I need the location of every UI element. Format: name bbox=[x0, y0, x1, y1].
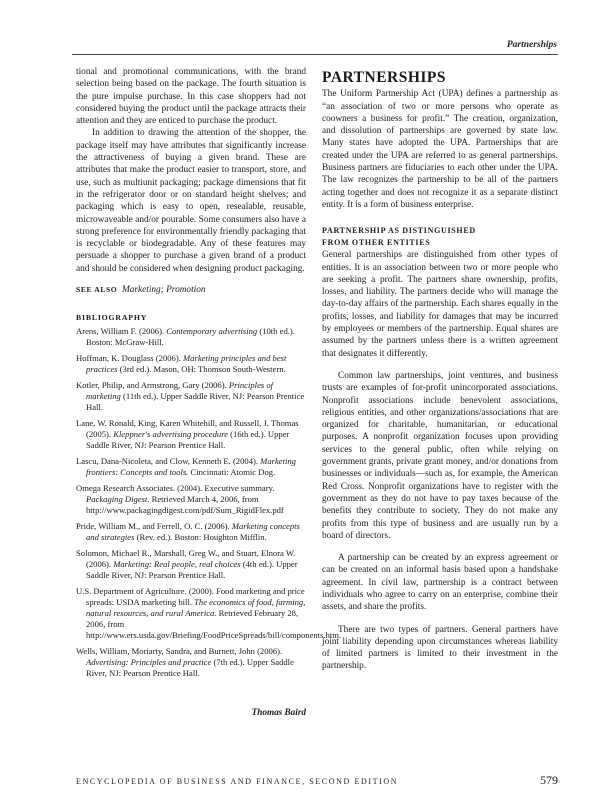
page-number: 579 bbox=[540, 773, 558, 787]
left-column bbox=[76, 66, 342, 718]
bibliography-entry: U.S. Department of Agriculture. (2000). Food marketing and price spreads: USDA marketing bill. The economics of food, farming, natural resources, and rural America. Retrieved February 28, 2006, from http://www.ers.usda.gov/Briefing/FoodPriceSpreads/bill/components.htm. bbox=[76, 585, 342, 640]
bibliography-entry: Lascu, Dana-Nicoleta, and Clow, Kenneth E. (2004). Marketing frontiers: Concepts and tools. Cincinnati: Atomic Dog. bbox=[76, 455, 296, 477]
bibliography-list bbox=[76, 325, 342, 679]
paragraph: In addition to drawing the attention of the shopper, the package itself may have attributes that significantly increase the attractiveness of buying a given brand. These are attributes that make the product easier to transport, store, and use, such as multiunit packaging; package dimensions that fit in the refrigerator door or on standard height shelves; and packaging which is easy to open, resealable, reusable, microwaveable and/or pourable. Some consumers also have a strong preference for environmentally friendly packaging that is recyclable or biodegradable. Any of these features may persuade a shopper to purchase a given brand of a product and should be considered when designing product packaging. bbox=[76, 128, 306, 274]
running-head: Partnerships bbox=[506, 40, 557, 50]
paragraph: Common law partnerships, joint ventures, and business trusts are examples of for-profit unincorporated associations. Nonprofit associations include benevolent associations, religious entities, and other organizations/associations that are organized for charitable, humanitarian, or educational purposes. A nonprofit organization focuses upon providing services to the general public, often while relying on government grants, private grant money, and/or donations from businesses or individuals—such as, for example, the American Red Cross. Nonprofit organizations have to register with the government as they do not have to pay taxes because of the benefits they contribute to society. They do not make any profits from this type of business and are usually run by a board of directors. bbox=[322, 370, 558, 541]
paragraph: tional and promotional communications, with the brand selection being based on the package. The fourth situation is the pure impulse purchase. In this case shoppers had not considered buying the product until the package attracts their attention and they are enticed to purchase the product. bbox=[76, 67, 306, 127]
bibliography-heading: BIBLIOGRAPHY bbox=[76, 313, 148, 323]
bibliography-entry: Hoffman, K. Douglass (2006). Marketing principles and best practices (3rd ed.). Mason, OH: Thomson South-Western. bbox=[76, 352, 287, 374]
see-also-label: SEE ALSO bbox=[76, 285, 118, 295]
paragraph: General partnerships are distinguished from other types of entities. It is an association between two or more people who are seeking a profit. The partners share ownership, profits, losses, and liability. The partners decide who will manage the day-to-day affairs of the partnership. Each shares equally in the profits, losses, and liability for damages that may be incurred by employees or members of the partnership. Equal shares are assumed by the partners unless there is a written agreement that designates it differently. bbox=[322, 250, 558, 359]
bibliography-entry: Solomon, Michael R., Marshall, Greg W., and Stuart, Elnora W. (2006). Marketing: Real people, real choices (4th ed.). Upper Saddle River, NJ: Pearson Prentice Hall. bbox=[76, 547, 298, 580]
see-also-items: Marketing; Promotion bbox=[121, 285, 206, 296]
bibliography-entry: Omega Research Associates. (2004). Executive summary. Packaging Digest. Retrieved March 4, 2006, from http://www.packagingdigest.com/pdf/Sum_RigidFlex.pdf bbox=[76, 482, 284, 515]
bibliography-entry: Arens, William F. (2006). Contemporary advertising (10th ed.). Boston: McGraw-Hill. bbox=[76, 325, 295, 347]
entry-title: PARTNERSHIPS bbox=[322, 69, 447, 86]
header-rule bbox=[72, 54, 558, 55]
paragraph: The Uniform Partnership Act (UPA) defines a partnership as “an association of two or more persons who operate as coowners a business for profit.” The creation, organization, and dissolution of partnerships are governed by state law. Many states have adopted the UPA. Partnerships that are created under the UPA are referred to as general partnerships. Business partners are fiduciaries to each other under the UPA. The law recognizes the partnership to be all of the partners acting together and does not recognize it as a separate distinct entity. It is a form of business enterprise. bbox=[322, 89, 558, 210]
bibliography-entry: Pride, William M., and Ferrell, O. C. (2006). Marketing concepts and strategies (Rev. ed.). Boston: Houghton Mifflin. bbox=[76, 520, 300, 542]
book-title: ENCYCLOPEDIA OF BUSINESS AND FINANCE, SECOND EDITION bbox=[76, 777, 399, 786]
author-signature: Thomas Baird bbox=[251, 706, 306, 717]
right-column bbox=[322, 66, 558, 673]
page-footer bbox=[76, 773, 558, 787]
bibliography-entry: Kotler, Philip, and Armstrong, Gary (2006). Principles of marketing (11th ed.). Upper Saddle River, NJ: Pearson Prentice Hall. bbox=[76, 379, 305, 412]
bibliography-entry: Lane, W. Ronald, King, Karen Whitehill, and Russell, J. Thomas (2005). Kleppner's advertising procedure (16th ed.). Upper Saddle River, NJ: Pearson Prentice Hall. bbox=[76, 417, 299, 450]
section-heading: PARTNERSHIP AS DISTINGUISHED FROM OTHER ENTITIES bbox=[322, 226, 476, 248]
see-also bbox=[76, 284, 306, 296]
bibliography-entry: Wells, William, Moriarty, Sandra, and Burnett, John (2006). Advertising: Principles and practice (7th ed.). Upper Saddle River, NJ: Pearson Prentice Hall. bbox=[76, 645, 294, 678]
paragraph: A partnership can be created by an express agreement or can be created on an informal basis based upon a handshake agreement. In civil law, partnership is a contract between individuals who agree to carry on an enterprise, combine their assets, and share the profits. bbox=[322, 553, 558, 613]
paragraph: There are two types of partners. General partners have joint liability depending upon circumstances whereas liability of limited partners is limited to their investment in the partnership. bbox=[322, 624, 558, 672]
